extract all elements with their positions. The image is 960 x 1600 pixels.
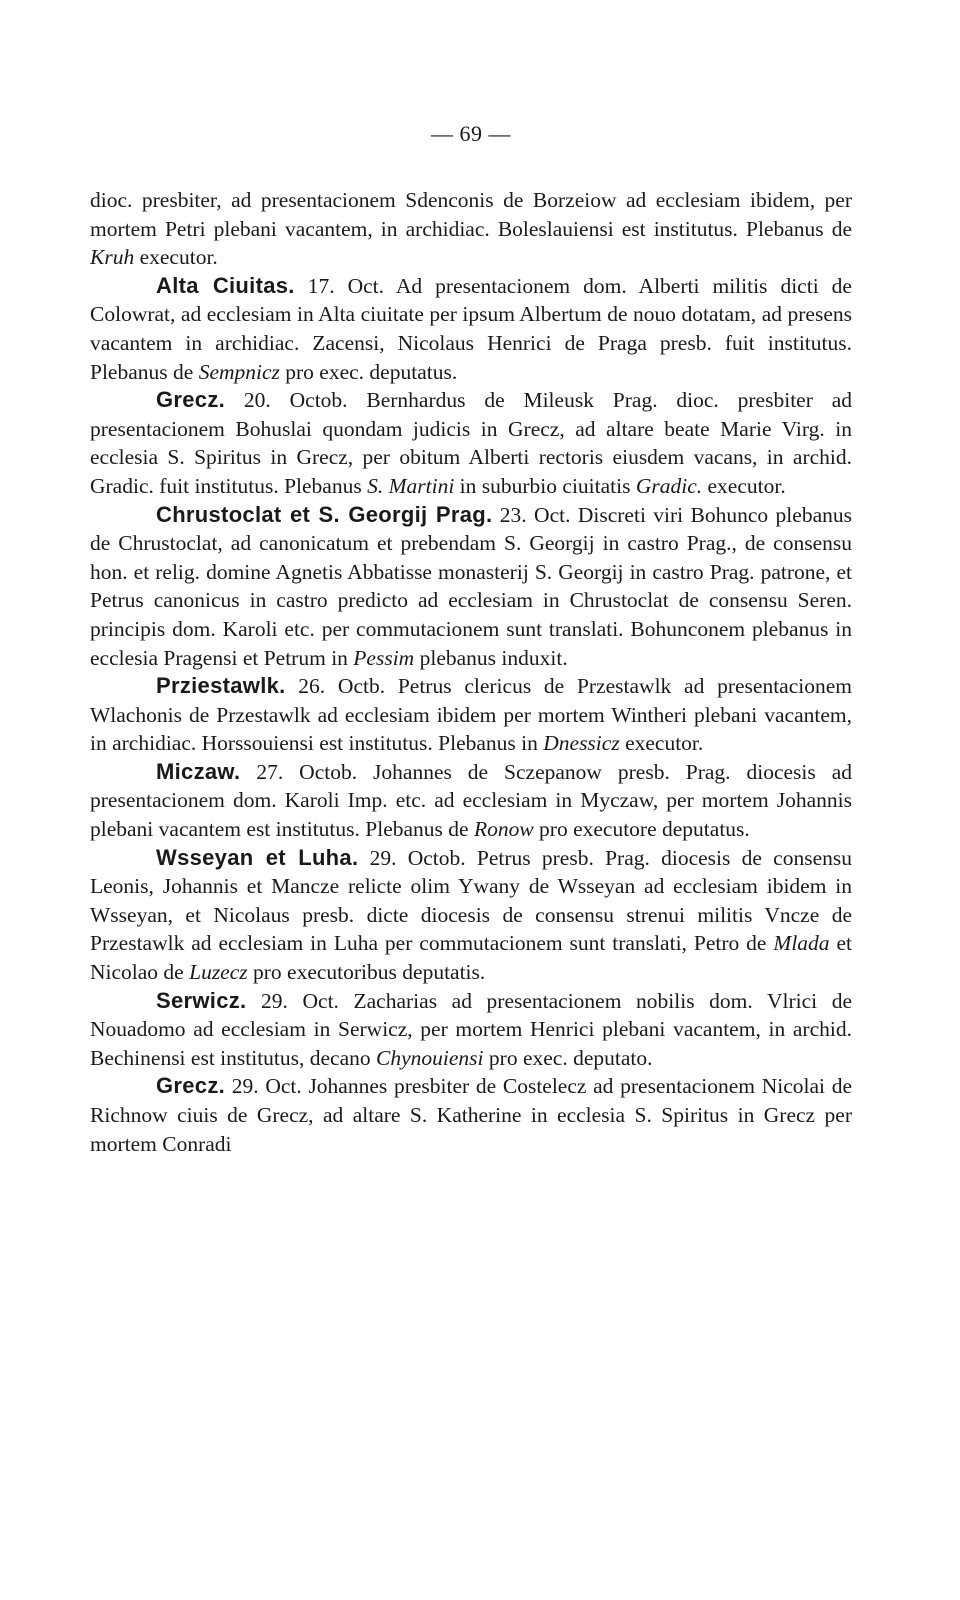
entry-paragraph bbox=[90, 1072, 852, 1158]
entry-paragraph bbox=[90, 672, 852, 758]
entry-text: 29. Oct. Zacharias ad presentacionem nobilis dom. Vlrici de Nouadomo ad ecclesiam in Serwicz, per mortem Henrici plebani vacantem, in archid. Bechinensi est institutus, decano bbox=[90, 988, 852, 1070]
entry-paragraph bbox=[90, 272, 852, 386]
italic-place-name: Mlada bbox=[773, 931, 830, 956]
entry-heading: Prziestawlk. bbox=[156, 673, 286, 699]
document-body bbox=[90, 186, 852, 1158]
italic-place-name: Pessim bbox=[353, 645, 415, 670]
entry-heading: Chrustoclat et S. Georgij Prag. bbox=[156, 501, 493, 527]
page-number: — 69 — bbox=[431, 121, 511, 146]
entry-paragraph bbox=[90, 844, 852, 987]
entry-heading: Miczaw. bbox=[156, 758, 241, 784]
entry-heading: Alta Ciuitas. bbox=[156, 272, 295, 298]
entry-paragraph bbox=[90, 987, 852, 1073]
italic-place-name: Dnessicz bbox=[543, 731, 620, 756]
entry-paragraph bbox=[90, 758, 852, 844]
entry-text: pro exec. deputato. bbox=[483, 1045, 653, 1070]
italic-place-name: Kruh bbox=[90, 245, 135, 270]
entry-text: 23. Oct. Discreti viri Bohunco plebanus de Chrustoclat, ad canonicatum et prebendam S. Georgij in castro Prag., de consensu hon. et relig. domine Agnetis Abbatisse monasterij S. Georgij in castro Prag. patrone, et Petrus canonicus in castro predicto ad ecclesiam in Chrustoclat de consensu Seren. principis dom. Karoli etc. per commutacionem sunt translati. Bohunconem plebanus in ecclesia Pragensi et Petrum in bbox=[90, 502, 852, 670]
entry-text: et Nicolao de bbox=[90, 931, 852, 985]
entry-text: 20. Octob. Bernhardus de Mileusk Prag. dioc. presbiter ad presentacionem Bohuslai quondam judicis in Grecz, ad altare beate Marie Virg. in ecclesia S. Spiritus in Grecz, per obitum Alberti rectoris eiusdem vacans, in archid. Gradic. fuit institutus. Plebanus bbox=[90, 388, 852, 498]
entry-heading: Grecz. bbox=[156, 387, 226, 413]
entry-text: pro executore deputatus. bbox=[533, 817, 750, 842]
entry-text: 29. Octob. Petrus presb. Prag. diocesis de consensu Leonis, Johannis et Mancze relicte olim Ywany de Wsseyan ad ecclesiam ibidem in Wsseyan, et Nicolaus presb. dicte diocesis de consensu strenui militis Vncze de Przestawlk ad ecclesiam in Luha per commutacionem sunt translati, Petro de bbox=[90, 845, 852, 956]
entry-text: plebanus induxit. bbox=[414, 645, 568, 670]
italic-place-name: Luzecz bbox=[189, 960, 248, 985]
entry-text: dioc. presbiter, ad presentacionem Sdenconis de Borzeiow ad ecclesiam ibidem, per mortem Petri plebani vacantem, in archidiac. Boleslauiensi est institutus. Plebanus de bbox=[90, 188, 852, 241]
entry-text: executor. bbox=[702, 473, 786, 498]
entry-text: in suburbio ciuitatis bbox=[454, 473, 636, 498]
italic-place-name: Chynouiensi bbox=[376, 1045, 484, 1070]
entry-text: pro executoribus deputatis. bbox=[247, 960, 486, 985]
entry-heading: Grecz. bbox=[156, 1073, 226, 1099]
entry-text: 26. Octb. Petrus clericus de Przestawlk ad presentacionem Wlachonis de Przestawlk ad ecclesiam ibidem per mortem Wintheri plebani vacantem, in archidiac. Horssouiensi est institutus. Plebanus in bbox=[90, 674, 852, 756]
entry-text: pro exec. deputatus. bbox=[279, 359, 458, 384]
entry-heading: Serwicz. bbox=[156, 987, 247, 1013]
entry-text: 29. Oct. Johannes presbiter de Costelecz ad presentacionem Nicolai de Richnow ciuis de Grecz, ad altare S. Katherine in ecclesia S. Spiritus in Grecz per mortem Conradi bbox=[90, 1074, 852, 1156]
entry-text: 27. Octob. Johannes de Sczepanow presb. Prag. diocesis ad presentacionem dom. Karoli Imp. etc. ad ecclesiam in Myczaw, per mortem Johannis plebani vacantem est institutus. Plebanus de bbox=[90, 759, 852, 842]
italic-place-name: S. Martini bbox=[367, 473, 455, 498]
entry-text: 17. Oct. Ad presentacionem dom. Alberti militis dicti de Colowrat, ad ecclesiam in Alta ciuitate per ipsum Albertum de nouo dotatam, ad presens vacantem in archidiac. Zacensi, Nicolaus Henrici de Praga presb. fuit institutus. Plebanus de bbox=[90, 273, 852, 384]
italic-place-name: Ronow bbox=[473, 817, 534, 842]
entry-text: executor. bbox=[619, 731, 704, 756]
italic-place-name: Gradic. bbox=[635, 473, 703, 498]
entry-text: executor. bbox=[134, 245, 218, 270]
entry-paragraph bbox=[90, 186, 852, 272]
entry-heading: Wsseyan et Luha. bbox=[156, 844, 359, 870]
entry-paragraph bbox=[90, 501, 852, 673]
entry-paragraph bbox=[90, 386, 852, 500]
document-page bbox=[90, 120, 852, 1158]
italic-place-name: Sempnicz bbox=[198, 359, 280, 384]
